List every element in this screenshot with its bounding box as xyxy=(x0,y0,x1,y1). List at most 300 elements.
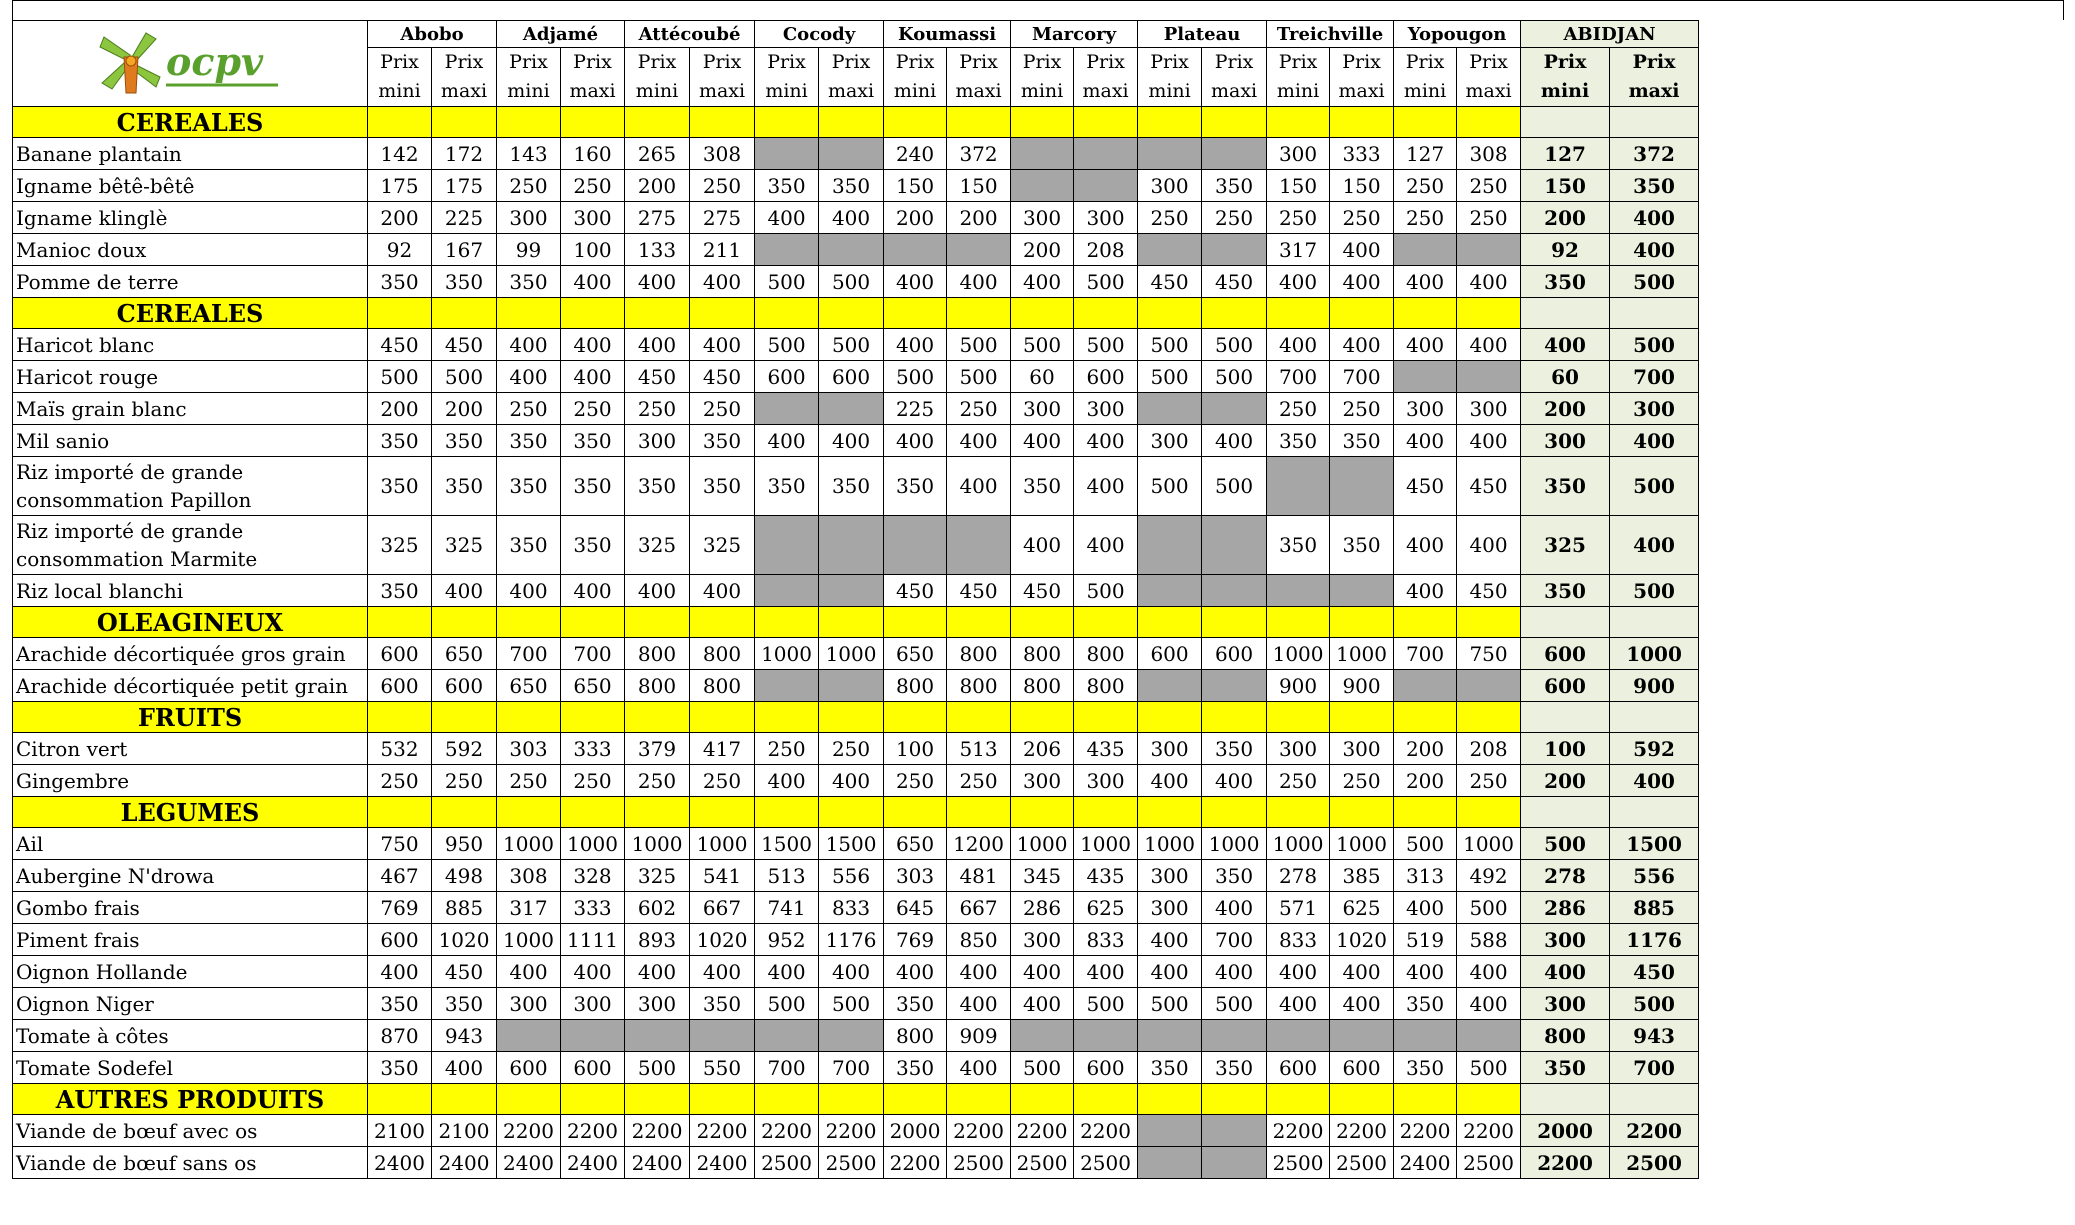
price-mini-cell: 206 xyxy=(1011,733,1074,765)
no-data-cell xyxy=(755,516,819,575)
price-mini-cell: 400 xyxy=(625,329,690,361)
table-row xyxy=(13,860,1699,892)
price-maxi-cell: 1000 xyxy=(1074,828,1138,860)
price-mini-cell: 250 xyxy=(1267,765,1330,797)
no-data-cell xyxy=(1457,1020,1521,1052)
category-filler xyxy=(755,298,819,329)
price-mini-cell: 741 xyxy=(755,892,819,924)
category-filler xyxy=(1011,797,1074,828)
abidjan-maxi-cell: 500 xyxy=(1610,575,1699,607)
category-filler xyxy=(1610,702,1699,733)
price-mini-cell: 2200 xyxy=(755,1115,819,1147)
price-mini-cell: 345 xyxy=(1011,860,1074,892)
abidjan-mini-cell: 350 xyxy=(1521,575,1610,607)
price-maxi-cell: 1000 xyxy=(1330,828,1394,860)
category-row xyxy=(13,702,1699,733)
no-data-cell xyxy=(1202,393,1267,425)
price-mini-cell: 300 xyxy=(1011,393,1074,425)
abidjan-maxi-cell: 500 xyxy=(1610,988,1699,1020)
abidjan-maxi-cell: 300 xyxy=(1610,393,1699,425)
price-mini-cell: 700 xyxy=(1394,638,1457,670)
category-filler xyxy=(1457,107,1521,138)
price-mini-cell: 400 xyxy=(1011,266,1074,298)
logo-cell xyxy=(13,21,368,107)
price-mini-cell: 300 xyxy=(1011,924,1074,956)
district-header-yopougon: Yopougon xyxy=(1394,21,1521,48)
no-data-cell xyxy=(1330,1020,1394,1052)
category-filler xyxy=(368,797,432,828)
prix-mini-header: Prix mini xyxy=(1267,48,1330,107)
price-mini-cell: 350 xyxy=(1011,457,1074,516)
prix-mini-header: Prix mini xyxy=(755,48,819,107)
category-filler xyxy=(1267,607,1330,638)
prix-maxi-header: Prix maxi xyxy=(1610,48,1699,107)
category-filler xyxy=(1074,298,1138,329)
price-mini-cell: 513 xyxy=(755,860,819,892)
price-mini-cell: 400 xyxy=(497,575,561,607)
price-maxi-cell: 600 xyxy=(1074,1052,1138,1084)
price-mini-cell: 900 xyxy=(1267,670,1330,702)
category-row xyxy=(13,797,1699,828)
category-filler xyxy=(1457,1084,1521,1115)
price-mini-cell: 300 xyxy=(1138,860,1202,892)
category-filler xyxy=(432,1084,497,1115)
category-filler xyxy=(1202,607,1267,638)
category-filler xyxy=(1074,702,1138,733)
category-filler xyxy=(625,298,690,329)
abidjan-mini-cell: 200 xyxy=(1521,202,1610,234)
no-data-cell xyxy=(1202,1020,1267,1052)
svg-text:ocpv: ocpv xyxy=(166,38,264,84)
price-mini-cell: 286 xyxy=(1011,892,1074,924)
price-maxi-cell: 250 xyxy=(1330,393,1394,425)
no-data-cell xyxy=(1202,1147,1267,1179)
no-data-cell xyxy=(755,234,819,266)
price-maxi-cell: 400 xyxy=(947,266,1011,298)
mill-icon xyxy=(100,33,160,93)
abidjan-maxi-cell: 400 xyxy=(1610,425,1699,457)
category-filler xyxy=(497,797,561,828)
category-filler xyxy=(1074,797,1138,828)
price-mini-cell: 650 xyxy=(884,638,947,670)
price-mini-cell: 200 xyxy=(1011,234,1074,266)
district-header-treichville: Treichville xyxy=(1267,21,1394,48)
price-mini-cell: 400 xyxy=(1267,956,1330,988)
price-maxi-cell: 400 xyxy=(947,988,1011,1020)
abidjan-maxi-cell: 700 xyxy=(1610,361,1699,393)
price-mini-cell: 400 xyxy=(1267,988,1330,1020)
abidjan-maxi-cell: 1500 xyxy=(1610,828,1699,860)
no-data-cell xyxy=(1202,670,1267,702)
price-mini-cell: 450 xyxy=(368,329,432,361)
category-filler xyxy=(690,702,755,733)
prix-maxi-header: Prix maxi xyxy=(690,48,755,107)
price-mini-cell: 400 xyxy=(1394,516,1457,575)
product-name: Riz local blanchi xyxy=(13,575,368,607)
price-maxi-cell: 1000 xyxy=(819,638,884,670)
table-row xyxy=(13,956,1699,988)
category-filler xyxy=(432,298,497,329)
price-mini-cell: 142 xyxy=(368,138,432,170)
price-mini-cell: 225 xyxy=(884,393,947,425)
price-mini-cell: 500 xyxy=(1394,828,1457,860)
price-mini-cell: 532 xyxy=(368,733,432,765)
price-mini-cell: 200 xyxy=(368,393,432,425)
price-maxi-cell: 1200 xyxy=(947,828,1011,860)
no-data-cell xyxy=(1138,1020,1202,1052)
abidjan-mini-cell: 60 xyxy=(1521,361,1610,393)
price-maxi-cell: 150 xyxy=(947,170,1011,202)
prix-maxi-header: Prix maxi xyxy=(947,48,1011,107)
price-maxi-cell: 800 xyxy=(947,638,1011,670)
price-mini-cell: 400 xyxy=(1011,516,1074,575)
table-row xyxy=(13,425,1699,457)
category-filler xyxy=(1457,702,1521,733)
abidjan-mini-cell: 286 xyxy=(1521,892,1610,924)
price-maxi-cell: 400 xyxy=(432,1052,497,1084)
category-filler xyxy=(1202,702,1267,733)
price-mini-cell: 400 xyxy=(497,329,561,361)
category-name: FRUITS xyxy=(13,702,368,733)
price-mini-cell: 300 xyxy=(1138,892,1202,924)
category-filler xyxy=(1330,1084,1394,1115)
price-mini-cell: 400 xyxy=(1138,924,1202,956)
category-filler xyxy=(819,702,884,733)
price-maxi-cell: 1111 xyxy=(561,924,625,956)
price-mini-cell: 325 xyxy=(625,860,690,892)
price-mini-cell: 350 xyxy=(755,170,819,202)
category-filler xyxy=(884,797,947,828)
category-filler xyxy=(947,107,1011,138)
price-maxi-cell: 650 xyxy=(432,638,497,670)
no-data-cell xyxy=(1011,1020,1074,1052)
category-filler xyxy=(1138,702,1202,733)
price-maxi-cell: 100 xyxy=(561,234,625,266)
category-filler xyxy=(1138,298,1202,329)
price-maxi-cell: 250 xyxy=(561,765,625,797)
price-maxi-cell: 250 xyxy=(1457,765,1521,797)
product-name: Ail xyxy=(13,828,368,860)
abidjan-mini-cell: 300 xyxy=(1521,988,1610,1020)
category-filler xyxy=(947,797,1011,828)
price-maxi-cell: 400 xyxy=(1074,457,1138,516)
price-maxi-cell: 400 xyxy=(1202,425,1267,457)
price-mini-cell: 200 xyxy=(1394,765,1457,797)
price-maxi-cell: 2200 xyxy=(819,1115,884,1147)
price-maxi-cell: 450 xyxy=(1457,457,1521,516)
no-data-cell xyxy=(819,670,884,702)
price-maxi-cell: 400 xyxy=(561,329,625,361)
category-filler xyxy=(1394,298,1457,329)
abidjan-mini-cell: 350 xyxy=(1521,457,1610,516)
table-row xyxy=(13,138,1699,170)
price-mini-cell: 400 xyxy=(1394,425,1457,457)
price-mini-cell: 2200 xyxy=(497,1115,561,1147)
category-filler xyxy=(1138,1084,1202,1115)
price-mini-cell: 400 xyxy=(755,765,819,797)
price-maxi-cell: 350 xyxy=(1202,733,1267,765)
product-name: Haricot blanc xyxy=(13,329,368,361)
no-data-cell xyxy=(1394,234,1457,266)
prix-mini-header: Prix mini xyxy=(497,48,561,107)
price-mini-cell: 350 xyxy=(1267,425,1330,457)
category-filler xyxy=(625,702,690,733)
abidjan-maxi-cell: 400 xyxy=(1610,516,1699,575)
category-row xyxy=(13,1084,1699,1115)
price-maxi-cell: 1020 xyxy=(690,924,755,956)
category-filler xyxy=(947,298,1011,329)
price-mini-cell: 350 xyxy=(1138,1052,1202,1084)
price-mini-cell: 127 xyxy=(1394,138,1457,170)
category-filler xyxy=(368,702,432,733)
category-filler xyxy=(947,1084,1011,1115)
price-mini-cell: 700 xyxy=(497,638,561,670)
price-maxi-cell: 350 xyxy=(432,266,497,298)
price-mini-cell: 800 xyxy=(625,638,690,670)
price-maxi-cell: 350 xyxy=(819,170,884,202)
price-maxi-cell: 550 xyxy=(690,1052,755,1084)
no-data-cell xyxy=(819,575,884,607)
price-mini-cell: 2400 xyxy=(625,1147,690,1179)
category-filler xyxy=(1267,107,1330,138)
price-mini-cell: 400 xyxy=(1011,425,1074,457)
price-mini-cell: 400 xyxy=(497,361,561,393)
price-maxi-cell: 400 xyxy=(1202,956,1267,988)
price-maxi-cell: 350 xyxy=(561,457,625,516)
price-maxi-cell: 400 xyxy=(819,956,884,988)
district-header-adjamé: Adjamé xyxy=(497,21,625,48)
price-mini-cell: 150 xyxy=(884,170,947,202)
table-row xyxy=(13,638,1699,670)
district-header-plateau: Plateau xyxy=(1138,21,1267,48)
price-maxi-cell: 200 xyxy=(947,202,1011,234)
price-mini-cell: 400 xyxy=(1138,765,1202,797)
district-header-abobo: Abobo xyxy=(368,21,497,48)
table-row xyxy=(13,733,1699,765)
district-header-marcory: Marcory xyxy=(1011,21,1138,48)
prix-mini-header: Prix mini xyxy=(1394,48,1457,107)
price-maxi-cell: 800 xyxy=(1074,670,1138,702)
price-mini-cell: 450 xyxy=(884,575,947,607)
price-maxi-cell: 400 xyxy=(1202,892,1267,924)
price-maxi-cell: 2200 xyxy=(1074,1115,1138,1147)
abidjan-maxi-cell: 700 xyxy=(1610,1052,1699,1084)
no-data-cell xyxy=(1330,457,1394,516)
price-mini-cell: 400 xyxy=(755,956,819,988)
price-mini-cell: 2000 xyxy=(884,1115,947,1147)
price-mini-cell: 600 xyxy=(1267,1052,1330,1084)
category-filler xyxy=(1011,702,1074,733)
price-maxi-cell: 500 xyxy=(947,361,1011,393)
price-mini-cell: 700 xyxy=(755,1052,819,1084)
price-maxi-cell: 500 xyxy=(819,329,884,361)
abidjan-maxi-cell: 372 xyxy=(1610,138,1699,170)
prix-maxi-header: Prix maxi xyxy=(1074,48,1138,107)
abidjan-mini-cell: 200 xyxy=(1521,393,1610,425)
no-data-cell xyxy=(1202,138,1267,170)
no-data-cell xyxy=(1138,575,1202,607)
no-data-cell xyxy=(1138,393,1202,425)
price-mini-cell: 250 xyxy=(497,765,561,797)
price-mini-cell: 2400 xyxy=(368,1147,432,1179)
product-name: Mil sanio xyxy=(13,425,368,457)
price-mini-cell: 650 xyxy=(884,828,947,860)
no-data-cell xyxy=(884,234,947,266)
price-mini-cell: 500 xyxy=(884,361,947,393)
category-row xyxy=(13,607,1699,638)
price-maxi-cell: 400 xyxy=(690,956,755,988)
price-maxi-cell: 300 xyxy=(1457,393,1521,425)
prix-mini-header: Prix mini xyxy=(1138,48,1202,107)
price-mini-cell: 600 xyxy=(368,924,432,956)
price-mini-cell: 400 xyxy=(625,266,690,298)
price-maxi-cell: 450 xyxy=(1202,266,1267,298)
price-maxi-cell: 500 xyxy=(819,266,884,298)
category-filler xyxy=(1521,702,1610,733)
price-mini-cell: 350 xyxy=(368,1052,432,1084)
district-header-attécoubé: Attécoubé xyxy=(625,21,755,48)
price-mini-cell: 300 xyxy=(497,988,561,1020)
no-data-cell xyxy=(1394,361,1457,393)
price-mini-cell: 650 xyxy=(497,670,561,702)
price-maxi-cell: 250 xyxy=(1330,202,1394,234)
product-name: Gombo frais xyxy=(13,892,368,924)
abidjan-maxi-cell: 885 xyxy=(1610,892,1699,924)
category-filler xyxy=(1394,797,1457,828)
district-header-koumassi: Koumassi xyxy=(884,21,1011,48)
price-mini-cell: 600 xyxy=(1138,638,1202,670)
product-name: Viande de bœuf avec os xyxy=(13,1115,368,1147)
no-data-cell xyxy=(1457,234,1521,266)
price-maxi-cell: 450 xyxy=(432,329,497,361)
abidjan-mini-cell: 350 xyxy=(1521,1052,1610,1084)
price-mini-cell: 350 xyxy=(368,988,432,1020)
abidjan-mini-cell: 100 xyxy=(1521,733,1610,765)
price-mini-cell: 2100 xyxy=(368,1115,432,1147)
price-maxi-cell: 400 xyxy=(690,329,755,361)
price-maxi-cell: 500 xyxy=(947,329,1011,361)
category-filler xyxy=(884,607,947,638)
price-mini-cell: 300 xyxy=(1267,733,1330,765)
category-filler xyxy=(1011,107,1074,138)
price-maxi-cell: 350 xyxy=(561,425,625,457)
price-maxi-cell: 385 xyxy=(1330,860,1394,892)
price-mini-cell: 800 xyxy=(884,670,947,702)
category-filler xyxy=(1074,107,1138,138)
price-maxi-cell: 1020 xyxy=(1330,924,1394,956)
price-mini-cell: 313 xyxy=(1394,860,1457,892)
price-maxi-cell: 350 xyxy=(690,988,755,1020)
category-filler xyxy=(561,107,625,138)
price-mini-cell: 350 xyxy=(497,425,561,457)
abidjan-maxi-cell: 400 xyxy=(1610,202,1699,234)
no-data-cell xyxy=(1138,234,1202,266)
product-name: Oignon Hollande xyxy=(13,956,368,988)
price-maxi-cell: 2500 xyxy=(1074,1147,1138,1179)
price-maxi-cell: 450 xyxy=(947,575,1011,607)
price-mini-cell: 600 xyxy=(755,361,819,393)
category-filler xyxy=(1330,107,1394,138)
product-name: Gingembre xyxy=(13,765,368,797)
price-maxi-cell: 800 xyxy=(690,638,755,670)
price-table xyxy=(12,20,1699,1179)
category-filler xyxy=(884,1084,947,1115)
price-maxi-cell: 400 xyxy=(947,425,1011,457)
price-maxi-cell: 2200 xyxy=(1457,1115,1521,1147)
price-mini-cell: 400 xyxy=(884,425,947,457)
price-mini-cell: 450 xyxy=(1394,457,1457,516)
price-mini-cell: 317 xyxy=(497,892,561,924)
category-filler xyxy=(1202,1084,1267,1115)
no-data-cell xyxy=(1394,670,1457,702)
category-filler xyxy=(625,1084,690,1115)
price-mini-cell: 250 xyxy=(1394,170,1457,202)
price-mini-cell: 400 xyxy=(1267,266,1330,298)
price-maxi-cell: 300 xyxy=(1330,733,1394,765)
price-mini-cell: 2200 xyxy=(625,1115,690,1147)
abidjan-mini-cell: 600 xyxy=(1521,638,1610,670)
price-maxi-cell: 400 xyxy=(690,575,755,607)
price-mini-cell: 600 xyxy=(368,670,432,702)
price-mini-cell: 350 xyxy=(1394,1052,1457,1084)
price-mini-cell: 308 xyxy=(497,860,561,892)
abidjan-maxi-cell: 500 xyxy=(1610,266,1699,298)
price-maxi-cell: 625 xyxy=(1074,892,1138,924)
product-name: Aubergine N'drowa xyxy=(13,860,368,892)
price-mini-cell: 200 xyxy=(884,202,947,234)
price-mini-cell: 800 xyxy=(1011,670,1074,702)
prix-maxi-header: Prix maxi xyxy=(1202,48,1267,107)
price-maxi-cell: 500 xyxy=(1202,988,1267,1020)
price-maxi-cell: 250 xyxy=(819,733,884,765)
price-maxi-cell: 333 xyxy=(561,892,625,924)
category-filler xyxy=(368,107,432,138)
price-mini-cell: 400 xyxy=(1138,956,1202,988)
price-maxi-cell: 885 xyxy=(432,892,497,924)
price-mini-cell: 400 xyxy=(625,575,690,607)
price-maxi-cell: 300 xyxy=(561,988,625,1020)
category-filler xyxy=(432,702,497,733)
category-filler xyxy=(1138,607,1202,638)
prix-mini-header: Prix mini xyxy=(1011,48,1074,107)
prix-mini-header: Prix mini xyxy=(625,48,690,107)
no-data-cell xyxy=(1457,361,1521,393)
category-filler xyxy=(1521,797,1610,828)
price-mini-cell: 500 xyxy=(625,1052,690,1084)
prix-maxi-header: Prix maxi xyxy=(432,48,497,107)
price-maxi-cell: 400 xyxy=(819,765,884,797)
price-mini-cell: 379 xyxy=(625,733,690,765)
price-mini-cell: 250 xyxy=(1394,202,1457,234)
table-row xyxy=(13,1020,1699,1052)
price-maxi-cell: 450 xyxy=(1457,575,1521,607)
price-mini-cell: 1000 xyxy=(755,638,819,670)
product-name: Arachide décortiquée gros grain xyxy=(13,638,368,670)
price-maxi-cell: 150 xyxy=(1330,170,1394,202)
category-filler xyxy=(690,607,755,638)
price-mini-cell: 250 xyxy=(625,393,690,425)
price-maxi-cell: 250 xyxy=(690,393,755,425)
price-mini-cell: 400 xyxy=(1394,329,1457,361)
category-filler xyxy=(432,107,497,138)
category-filler xyxy=(755,797,819,828)
price-maxi-cell: 492 xyxy=(1457,860,1521,892)
price-mini-cell: 400 xyxy=(884,956,947,988)
product-name: Viande de bœuf sans os xyxy=(13,1147,368,1179)
category-name: CEREALES xyxy=(13,107,368,138)
price-mini-cell: 100 xyxy=(884,733,947,765)
price-maxi-cell: 300 xyxy=(1074,202,1138,234)
